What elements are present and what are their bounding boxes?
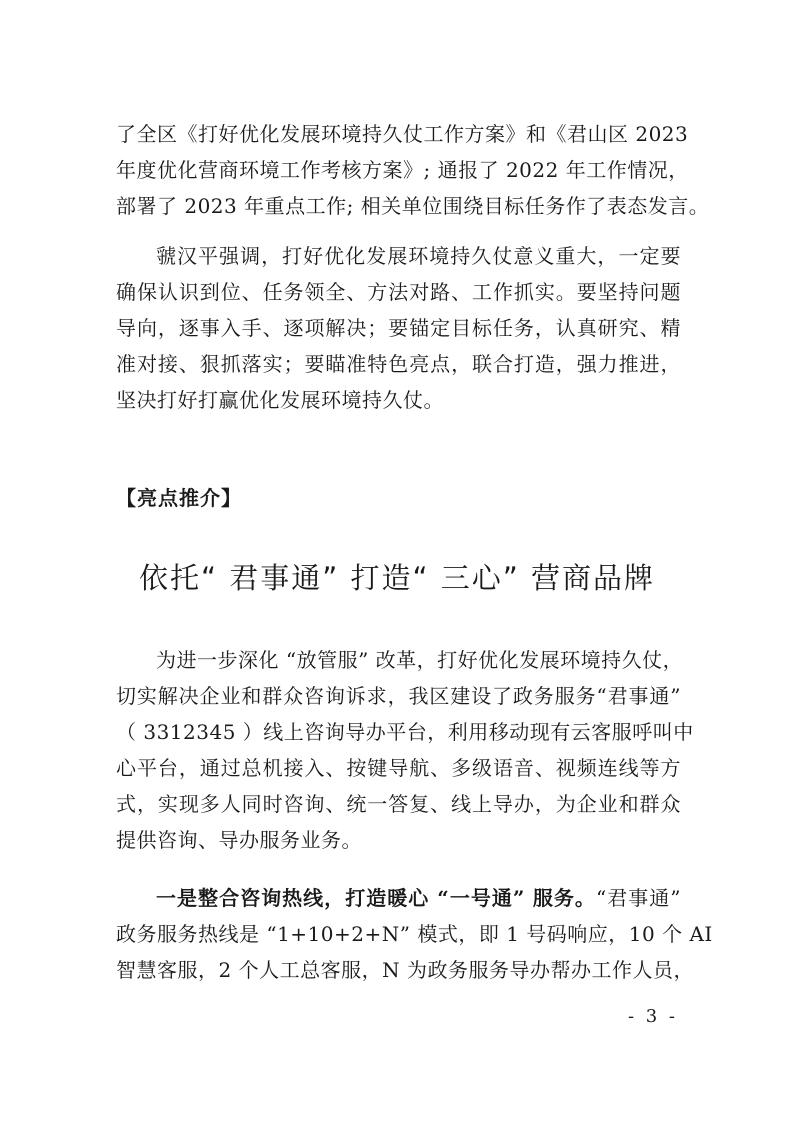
text-line: 导向，逐事入手、逐项解决；要锚定目标任务，认真研究、精 xyxy=(116,316,681,340)
body-paragraph-2 xyxy=(116,880,713,988)
text-line: 虢汉平强调，打好优化发展环境持久仗意义重大，一定要 xyxy=(156,244,681,268)
text-line xyxy=(116,880,681,916)
text-line: 确保认识到位、任务领全、方法对路、工作抓实。要坚持问题 xyxy=(116,280,681,304)
text-line: 智慧客服，2 个人工总客服，N 为政务服务导办帮办工作人员， xyxy=(116,958,694,982)
text-line: 政务服务热线是 “1+10+2+N” 模式，即 1 号码响应，10 个 AI xyxy=(116,922,713,946)
text-line: 心平台，通过总机接入、按键导航、多级语音、视频连线等方 xyxy=(116,756,681,780)
article-title: 依托“ 君事通” 打造“ 三心” 营商品牌 xyxy=(139,561,655,595)
intro-paragraph xyxy=(116,116,710,224)
page-number: - 3 - xyxy=(627,1006,678,1027)
text-line: （ 3312345 ）线上咨询导办平台，利用移动现有云客服呼叫中 xyxy=(116,720,694,744)
text-line: 年度优化营商环境工作考核方案》; 通报了 2022 年工作情况， xyxy=(116,158,689,182)
section-label: 【亮点推介】 xyxy=(116,486,242,510)
bold-lead: 一是整合咨询热线，打造暖心 “一号通” 服务。 xyxy=(156,886,596,910)
text-line: 提供咨询、导办服务业务。 xyxy=(116,828,362,852)
text-line: 坚决打好打赢优化发展环境持久仗。 xyxy=(116,388,444,412)
lead-rest: “君事通” xyxy=(595,886,681,910)
body-paragraph-1 xyxy=(116,642,694,858)
text-line: 为进一步深化 “放管服” 改革，打好优化发展环境持久仗， xyxy=(156,648,684,672)
text-line: 部署了 2023 年重点工作; 相关单位围绕目标任务作了表态发言。 xyxy=(116,194,710,218)
emphasis-paragraph xyxy=(116,238,681,418)
text-line: 切实解决企业和群众咨询诉求，我区建设了政务服务“君事通” xyxy=(116,684,681,708)
text-line: 准对接、狠抓落实；要瞄准特色亮点，联合打造，强力推进， xyxy=(116,352,681,376)
text-line: 式，实现多人同时咨询、统一答复、线上导办，为企业和群众 xyxy=(116,792,681,816)
text-line: 了全区《打好优化发展环境持久仗工作方案》和《君山区 2023 xyxy=(116,122,689,146)
